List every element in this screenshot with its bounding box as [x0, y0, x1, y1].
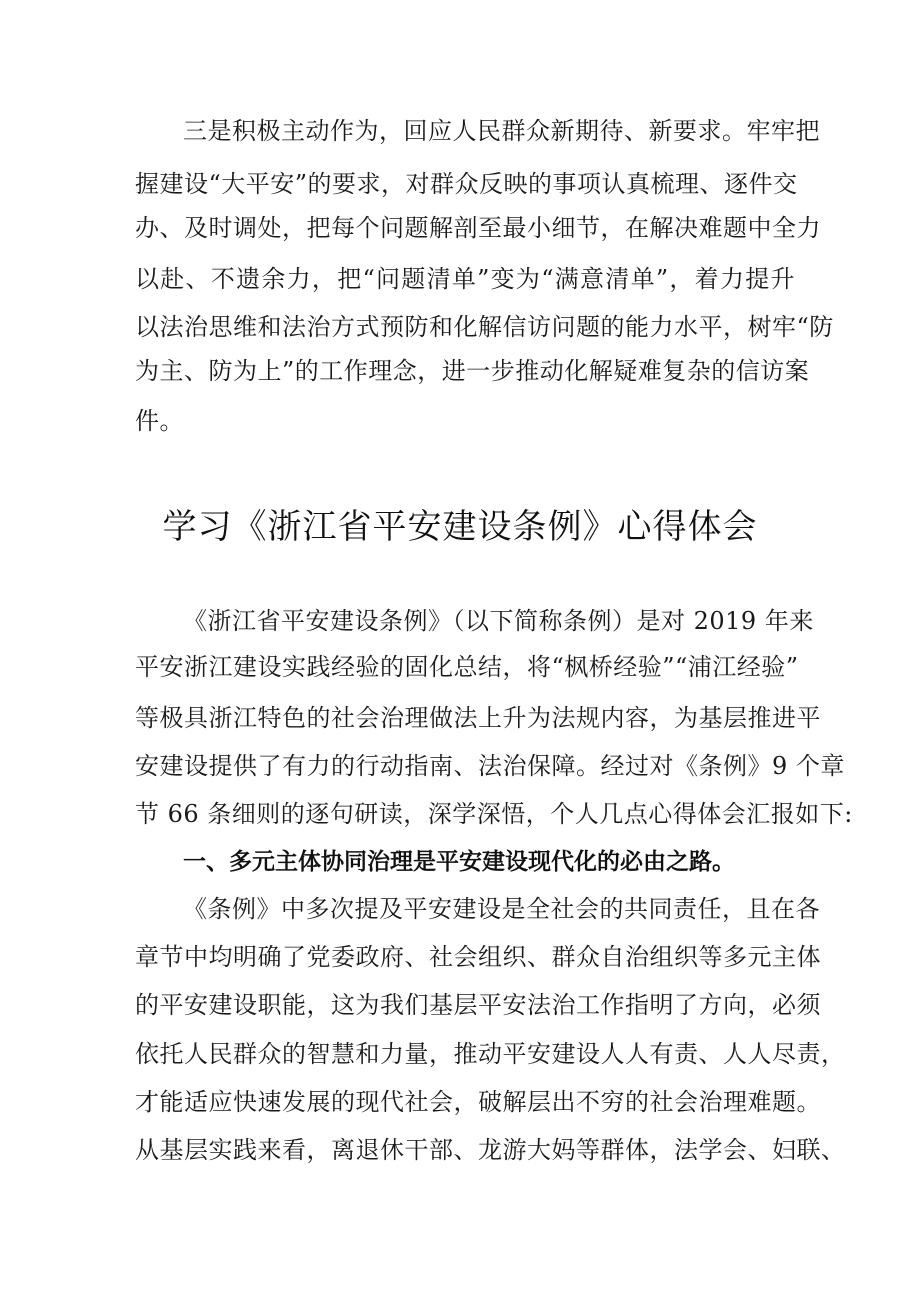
- intro-line-1: 三是积极主动作为，回应人民群众新期待、新要求。牢牢把: [183, 117, 820, 145]
- p1-line-1: 《浙江省平安建设条例》（以下简称条例）是对 2019 年来: [183, 607, 814, 635]
- p1-line-5: 节 66 条细则的逐句研读，深学深悟，个人几点心得体会汇报如下:: [135, 800, 853, 828]
- p2-line-2: 章节中均明确了党委政府、社会组织、群众自治组织等多元主体: [135, 943, 821, 971]
- p1-line-3: 等极具浙江特色的社会治理做法上升为法规内容，为基层推进平: [135, 704, 821, 732]
- intro-line-7: 件。: [135, 407, 184, 435]
- section-1-heading: 一、多元主体协同治理是平安建设现代化的必由之路。: [183, 849, 735, 875]
- p2-line-1: 《条例》中多次提及平安建设是全社会的共同责任，且在各: [183, 895, 820, 923]
- p1-line-2: 平安浙江建设实践经验的固化总结，将“枫桥经验”“浦江经验”: [135, 653, 799, 681]
- article-title: 学习《浙江省平安建设条例》心得体会: [162, 507, 758, 547]
- p2-line-3: 的平安建设职能，这为我们基层平安法治工作指明了方向，必须: [135, 991, 821, 1019]
- p2-line-5: 才能适应快速发展的现代社会，破解层出不穷的社会治理难题。: [135, 1088, 821, 1116]
- intro-line-5: 以法治思维和法治方式预防和化解信访问题的能力水平，树牢“防: [135, 313, 834, 341]
- intro-line-3: 办、及时调处，把每个问题解剖至最小细节，在解决难题中全力: [135, 214, 821, 242]
- intro-line-2: 握建设“大平安”的要求，对群众反映的事项认真梳理、逐件交: [135, 170, 798, 198]
- intro-line-4: 以赴、不遗余力，把“问题清单”变为“满意清单”，着力提升: [135, 265, 795, 293]
- p2-line-4: 依托人民群众的智慧和力量，推动平安建设人人有责、人人尽责，: [135, 1040, 846, 1068]
- p2-line-6: 从基层实践来看，离退休干部、龙游大妈等群体，法学会、妇联、: [135, 1136, 846, 1164]
- intro-line-6: 为主、防为上”的工作理念，进一步推动化解疑难复杂的信访案: [135, 357, 810, 385]
- p1-line-4: 安建设提供了有力的行动指南、法治保障。经过对《条例》9 个章: [135, 752, 845, 780]
